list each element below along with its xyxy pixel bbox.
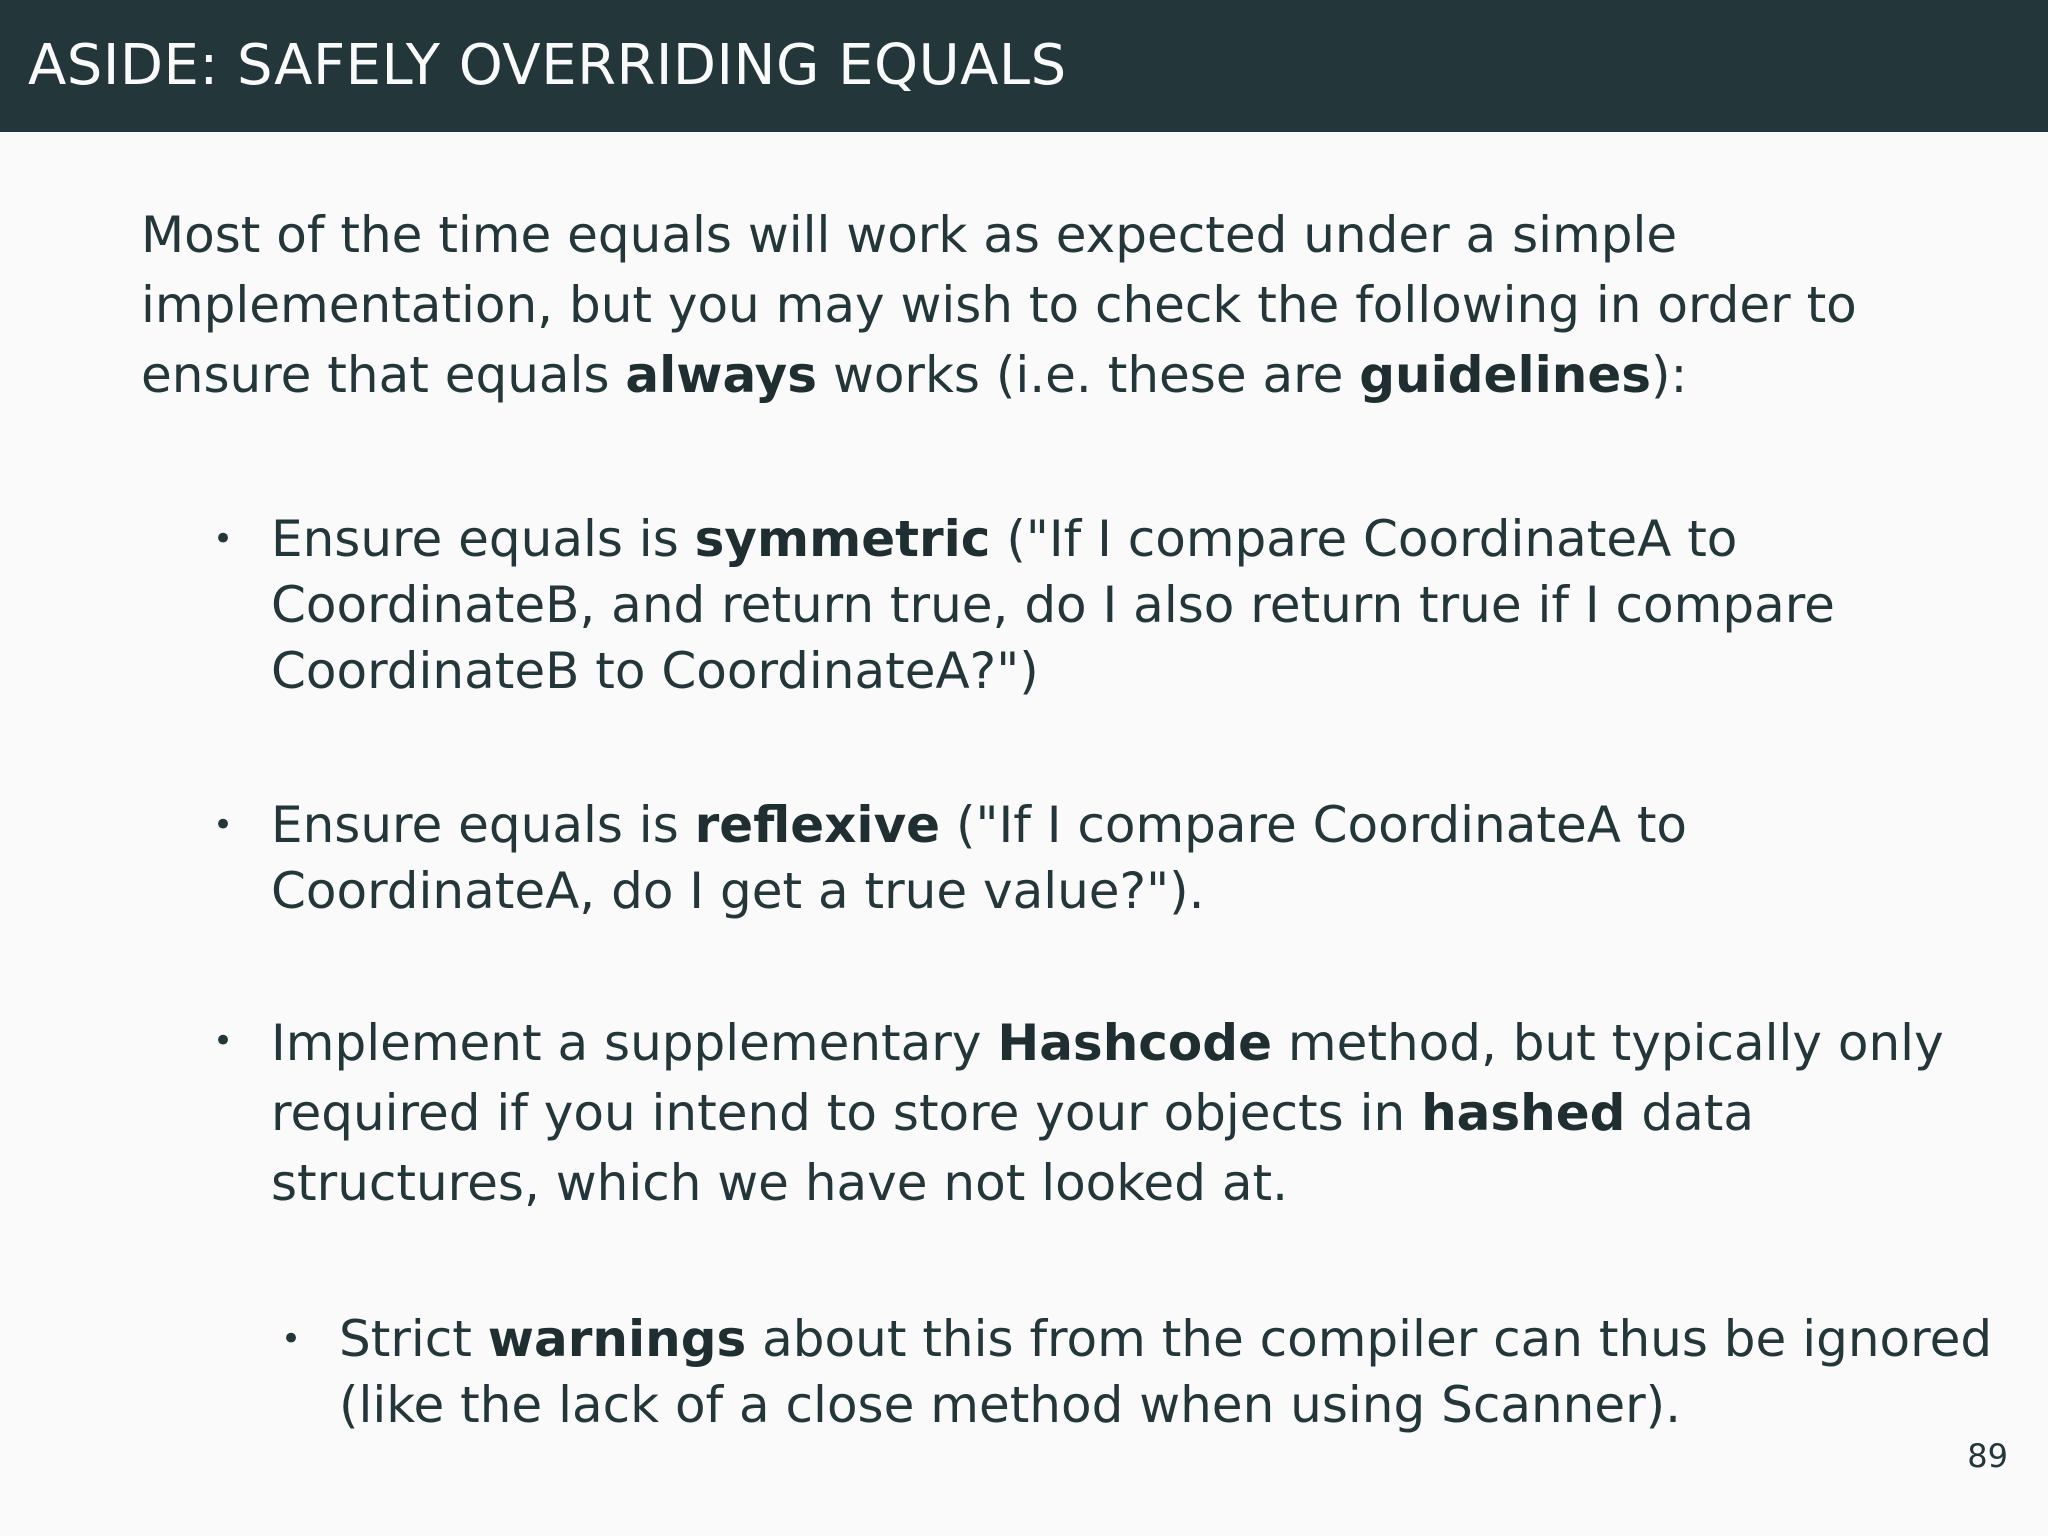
- intro-bold-always: always: [625, 346, 818, 404]
- bullet-marker: •: [213, 1021, 234, 1061]
- sub-bullet-marker: •: [281, 1319, 302, 1359]
- intro-text-3: ):: [1651, 346, 1688, 404]
- bullet-bold-hashcode: Hashcode: [997, 1014, 1272, 1072]
- bullet-text: ("If I compare CoordinateA to CoordinateB, and return true, do I also return true if I compare CoordinateB to CoordinateA?"): [271, 510, 1835, 700]
- bullet-text: Implement a supplementary: [271, 1014, 998, 1072]
- slide-header: [0, 0, 2048, 132]
- page-number: 89: [1967, 1437, 2008, 1475]
- bullet-bold-hashed: hashed: [1421, 1084, 1626, 1142]
- intro-paragraph: [141, 200, 1921, 410]
- intro-bold-guidelines: guidelines: [1359, 346, 1652, 404]
- bullet-marker: •: [213, 519, 234, 559]
- bullet-marker: •: [213, 805, 234, 845]
- bullet-hashcode: [213, 1008, 1971, 1218]
- bullet-reflexive: [213, 792, 1971, 924]
- bullet-text: Ensure equals is: [271, 510, 695, 568]
- bullet-symmetric: [213, 506, 1971, 704]
- bullet-bold-reflexive: reflexive: [694, 796, 941, 854]
- bullet-bold-symmetric: symmetric: [694, 510, 991, 568]
- bullet-text: ("If I compare CoordinateA to CoordinateA, do I get a true value?").: [271, 796, 1688, 920]
- intro-text-2: works (i.e. these are: [817, 346, 1360, 404]
- bullet-text: Ensure equals is: [271, 796, 695, 854]
- sub-bullet-text: about this from the compiler can thus be ignored (like the lack of a close method when using Scanner).: [339, 1310, 1993, 1434]
- bullet-text: method, but typically only required if you intend to store your objects in: [271, 1014, 1944, 1142]
- bullet-text: data structures, which we have not looked at.: [271, 1084, 1754, 1212]
- slide-title: ASIDE: SAFELY OVERRIDING EQUALS: [28, 33, 1067, 98]
- sub-bullet-text: Strict: [339, 1310, 488, 1368]
- slide-content: [141, 200, 1993, 1434]
- intro-text-1: Most of the time equals will work as expected under a simple implementation, but you may wish to check the following in order to ensure that equals: [141, 206, 1857, 404]
- sub-bullet-warnings: [281, 1306, 2019, 1438]
- sub-bullet-bold-warnings: warnings: [487, 1310, 747, 1368]
